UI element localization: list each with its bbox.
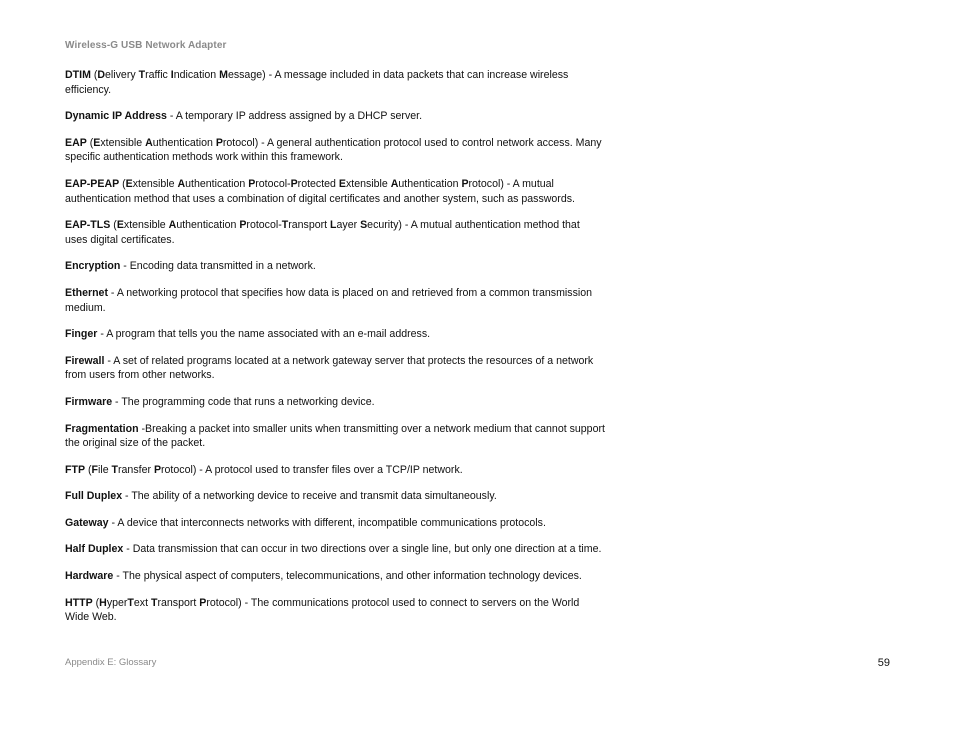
glossary-entry [65,569,605,584]
glossary-entry [65,422,605,451]
expansion-rest: rotected [297,177,339,190]
expansion-rest: rotocol [222,136,255,149]
expansion-initial: L [330,219,337,232]
expansion-rest: xtensible [100,136,146,149]
expansion-rest: essage [227,69,263,81]
expansion-initial: A [168,219,177,232]
expansion-initial: A [390,177,399,190]
expansion-initial: S [360,219,368,232]
glossary-entry [65,395,605,410]
glossary-definition: - The communications protocol used to connect to servers on the World Wide Web. [65,596,580,624]
expansion-rest: rotocol- [246,219,282,232]
expansion-rest: uthentication [176,219,240,232]
expansion-initial: T [150,596,158,609]
expansion-rest: ecurity [367,219,399,232]
glossary-definition: - A protocol used to transfer files over a TCP/IP network. [196,463,463,476]
expansion-rest: yper [106,596,128,609]
expansion-initial: E [125,177,133,190]
glossary-definition: - A temporary IP address assigned by a DHCP server. [166,110,423,123]
expansion-initial: T [281,219,289,232]
glossary-entry [65,259,605,274]
glossary-term: EAP [65,136,87,149]
expansion-rest: rotocol [161,463,193,476]
glossary-term: Ethernet [65,286,108,299]
term-expansion: (Extensible Authentication Protocol-Protected Extensible Authentication Protocol) [119,177,504,190]
glossary-term: Firmware [65,395,113,408]
glossary-entry [65,177,605,206]
glossary-term: Gateway [65,516,109,529]
glossary-entry [65,354,605,383]
glossary-entry [65,136,605,165]
expansion-initial: F [91,463,98,476]
expansion-rest: rotocol [206,596,239,609]
expansion-initial: P [461,177,469,190]
page-number: 59 [877,657,890,669]
glossary-term: Half Duplex [65,543,124,556]
expansion-rest: elivery [105,69,139,81]
glossary-term: DTIM [65,69,91,81]
expansion-initial: H [99,596,107,609]
glossary-term: Finger [65,328,98,341]
running-header: Wireless-G USB Network Adapter [65,40,227,51]
glossary-entry [65,596,605,625]
glossary-definition: - Encoding data transmitted in a network. [120,260,316,273]
expansion-rest: uthentication [185,177,249,190]
expansion-rest: ext [133,596,151,609]
glossary-definition: - A device that interconnects networks with different, incompatible communications protocols. [108,516,546,529]
glossary-definition: - A networking protocol that specifies how data is placed on and retrieved from a common transmission medium. [65,286,593,314]
expansion-initial: P [215,136,223,149]
glossary-entry [65,286,605,315]
expansion-initial: A [177,177,186,190]
glossary-term: FTP [65,463,86,476]
expansion-initial: P [199,596,207,609]
expansion-initial: E [116,219,124,232]
expansion-rest: uthentication [152,136,216,149]
expansion-rest: xtensible [345,177,391,190]
expansion-initial: I [170,69,174,81]
expansion-rest: ransport [288,219,331,232]
expansion-rest: xtensible [132,177,178,190]
glossary-entry [65,463,605,478]
glossary-definition: - A mutual authentication method that uses digital certificates. [65,219,580,246]
glossary-definition: - A set of related programs located at a network gateway server that protects the resources of a network from users from other networks. [65,354,594,382]
expansion-rest: xtensible [123,219,169,232]
glossary-definition: - A mutual authentication method that uses a combination of digital certificates and another system, such as passwords. [65,177,575,205]
glossary-term: Full Duplex [65,490,123,503]
glossary-entry [65,516,605,531]
glossary-term: Firewall [65,354,105,367]
expansion-initial: A [145,136,153,149]
expansion-rest: ransfer [118,463,154,476]
glossary-definition: - The programming code that runs a networking device. [112,395,375,408]
expansion-rest: uthentication [398,177,462,190]
glossary-definition: - A message included in data packets that can increase wireless efficiency. [65,69,569,96]
glossary-term: EAP-TLS [65,219,111,232]
expansion-initial: T [111,463,119,476]
glossary-definition: - The physical aspect of computers, telecommunications, and other information technology devices. [113,570,582,583]
expansion-initial: E [338,177,346,190]
expansion-initial: P [239,219,247,232]
term-expansion: (Extensible Authentication Protocol) [86,136,259,149]
expansion-initial: P [153,463,162,476]
expansion-initial: M [219,69,228,81]
term-expansion: (Extensible Authentication Protocol-Transport Layer Security) [110,219,402,232]
term-expansion: (HyperText Transport Protocol) [92,596,242,609]
glossary-entry [65,489,605,504]
glossary-definition: - A general authentication protocol used to control network access. Many specific authentication methods work within this framework. [65,136,602,164]
expansion-initial: P [248,177,256,190]
footer-section-title: Appendix E: Glossary [65,657,157,668]
expansion-rest: rotocol [468,177,501,190]
expansion-initial: T [127,596,134,609]
glossary-definition: -Breaking a packet into smaller units when transmitting over a network medium that cannot support the original size of the packet. [65,422,605,450]
glossary-definition: - A program that tells you the name associated with an e-mail address. [97,328,431,341]
expansion-rest: ile [97,463,112,476]
glossary-term: HTTP [65,596,93,609]
glossary-term: Hardware [65,570,114,583]
glossary-term: EAP-PEAP [65,177,120,190]
expansion-rest: raffic [145,69,171,81]
expansion-initial: P [290,177,298,190]
glossary-list [65,68,605,637]
glossary-definition: - The ability of a networking device to receive and transmit data simultaneously. [122,490,497,503]
expansion-initial: T [138,69,146,81]
term-expansion: (Delivery Traffic Indication Message) [90,69,266,81]
expansion-rest: ndication [173,69,220,81]
glossary-entry [65,327,605,342]
glossary-entry [65,218,605,247]
expansion-initial: E [93,136,101,149]
glossary-term: Encryption [65,260,121,273]
expansion-rest: ransport [157,596,200,609]
glossary-term: Dynamic IP Address [65,110,167,123]
expansion-rest: rotocol- [255,177,291,190]
glossary-entry [65,109,605,124]
expansion-initial: D [97,69,106,81]
glossary-definition: - Data transmission that can occur in two directions over a single line, but only one direction at a time. [123,543,602,556]
term-expansion: (File Transfer Protocol) [85,463,197,476]
glossary-entry [65,68,605,97]
glossary-entry [65,542,605,557]
glossary-term: Fragmentation [65,422,139,435]
expansion-rest: ayer [336,219,361,232]
